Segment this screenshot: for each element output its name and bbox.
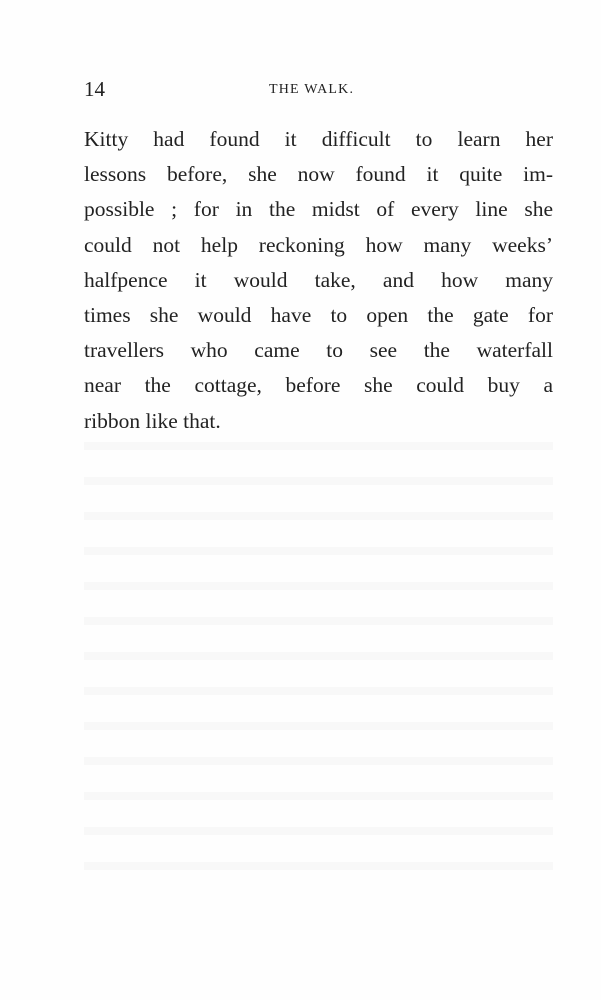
text-line: possible ; for in the midst of every line she: [84, 197, 553, 222]
text-line: times she would have to open the gate for: [84, 302, 553, 327]
text-line: ribbon like that.: [84, 408, 221, 433]
text-line: near the cottage, before she could buy a: [84, 373, 553, 398]
text-line: lessons before, she now found it quite im-: [84, 162, 553, 187]
reverse-page-show-through: [84, 420, 553, 890]
running-title: THE WALK.: [269, 82, 355, 97]
running-head: [84, 76, 554, 102]
body-text: [84, 122, 553, 439]
text-line: Kitty had found it difficult to learn her: [84, 127, 553, 151]
text-line: travellers who came to see the waterfall: [84, 338, 553, 363]
page-number: 14: [84, 77, 105, 101]
text-line: halfpence it would take, and how many: [84, 267, 553, 292]
text-line: could not help reckoning how many weeks’: [84, 232, 553, 257]
